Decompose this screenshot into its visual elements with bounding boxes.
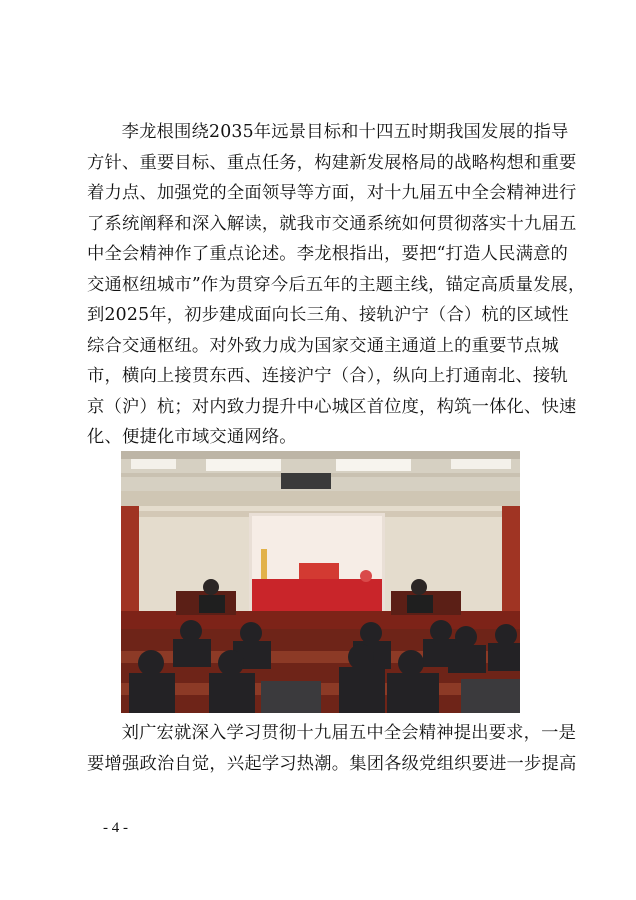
text-line: 李龙根围绕2035年远景目标和十四五时期我国发展的指导 bbox=[121, 122, 569, 142]
paragraph-1 bbox=[87, 117, 586, 453]
text-line: 方针、重要目标、重点任务，构建新发展格局的战略构想和重要 bbox=[87, 152, 577, 173]
text-line: 着力点、加强党的全面领导等方面，对十九届五中全会精神进行 bbox=[87, 183, 577, 203]
text-line: 到2025年，初步建成面向长三角、接轨沪宁（合）杭的区域性 bbox=[87, 305, 569, 325]
text-line: 市，横向上接贯东西、连接沪宁（合），纵向上打通南北、接轨 bbox=[87, 366, 568, 386]
text-line: 化、便捷化市域交通网络。 bbox=[87, 427, 297, 447]
text-line: 综合交通枢纽。对外致力成为国家交通主通道上的重要节点城 bbox=[87, 335, 559, 356]
text-line: 要增强政治自觉，兴起学习热潮。集团各级党组织要进一步提高 bbox=[87, 753, 577, 774]
paragraph-2 bbox=[87, 718, 577, 779]
text-line: 京（沪）杭；对内致力提升中心城区首位度，构筑一体化、快速 bbox=[87, 396, 577, 417]
text-line: 了系统阐释和深入解读，就我市交通系统如何贯彻落实十九届五 bbox=[87, 213, 577, 234]
meeting-photo-illustration bbox=[121, 451, 520, 713]
page-number: - 4 - bbox=[103, 820, 128, 836]
text-line: 交通枢纽城市”作为贯穿今后五年的主题主线，锚定高质量发展， bbox=[87, 274, 586, 295]
text-line: 刘广宏就深入学习贯彻十九届五中全会精神提出要求，一是 bbox=[121, 723, 577, 743]
meeting-photo bbox=[121, 451, 520, 713]
text-line: 中全会精神作了重点论述。李龙根指出，要把“打造人民满意的 bbox=[87, 244, 569, 264]
